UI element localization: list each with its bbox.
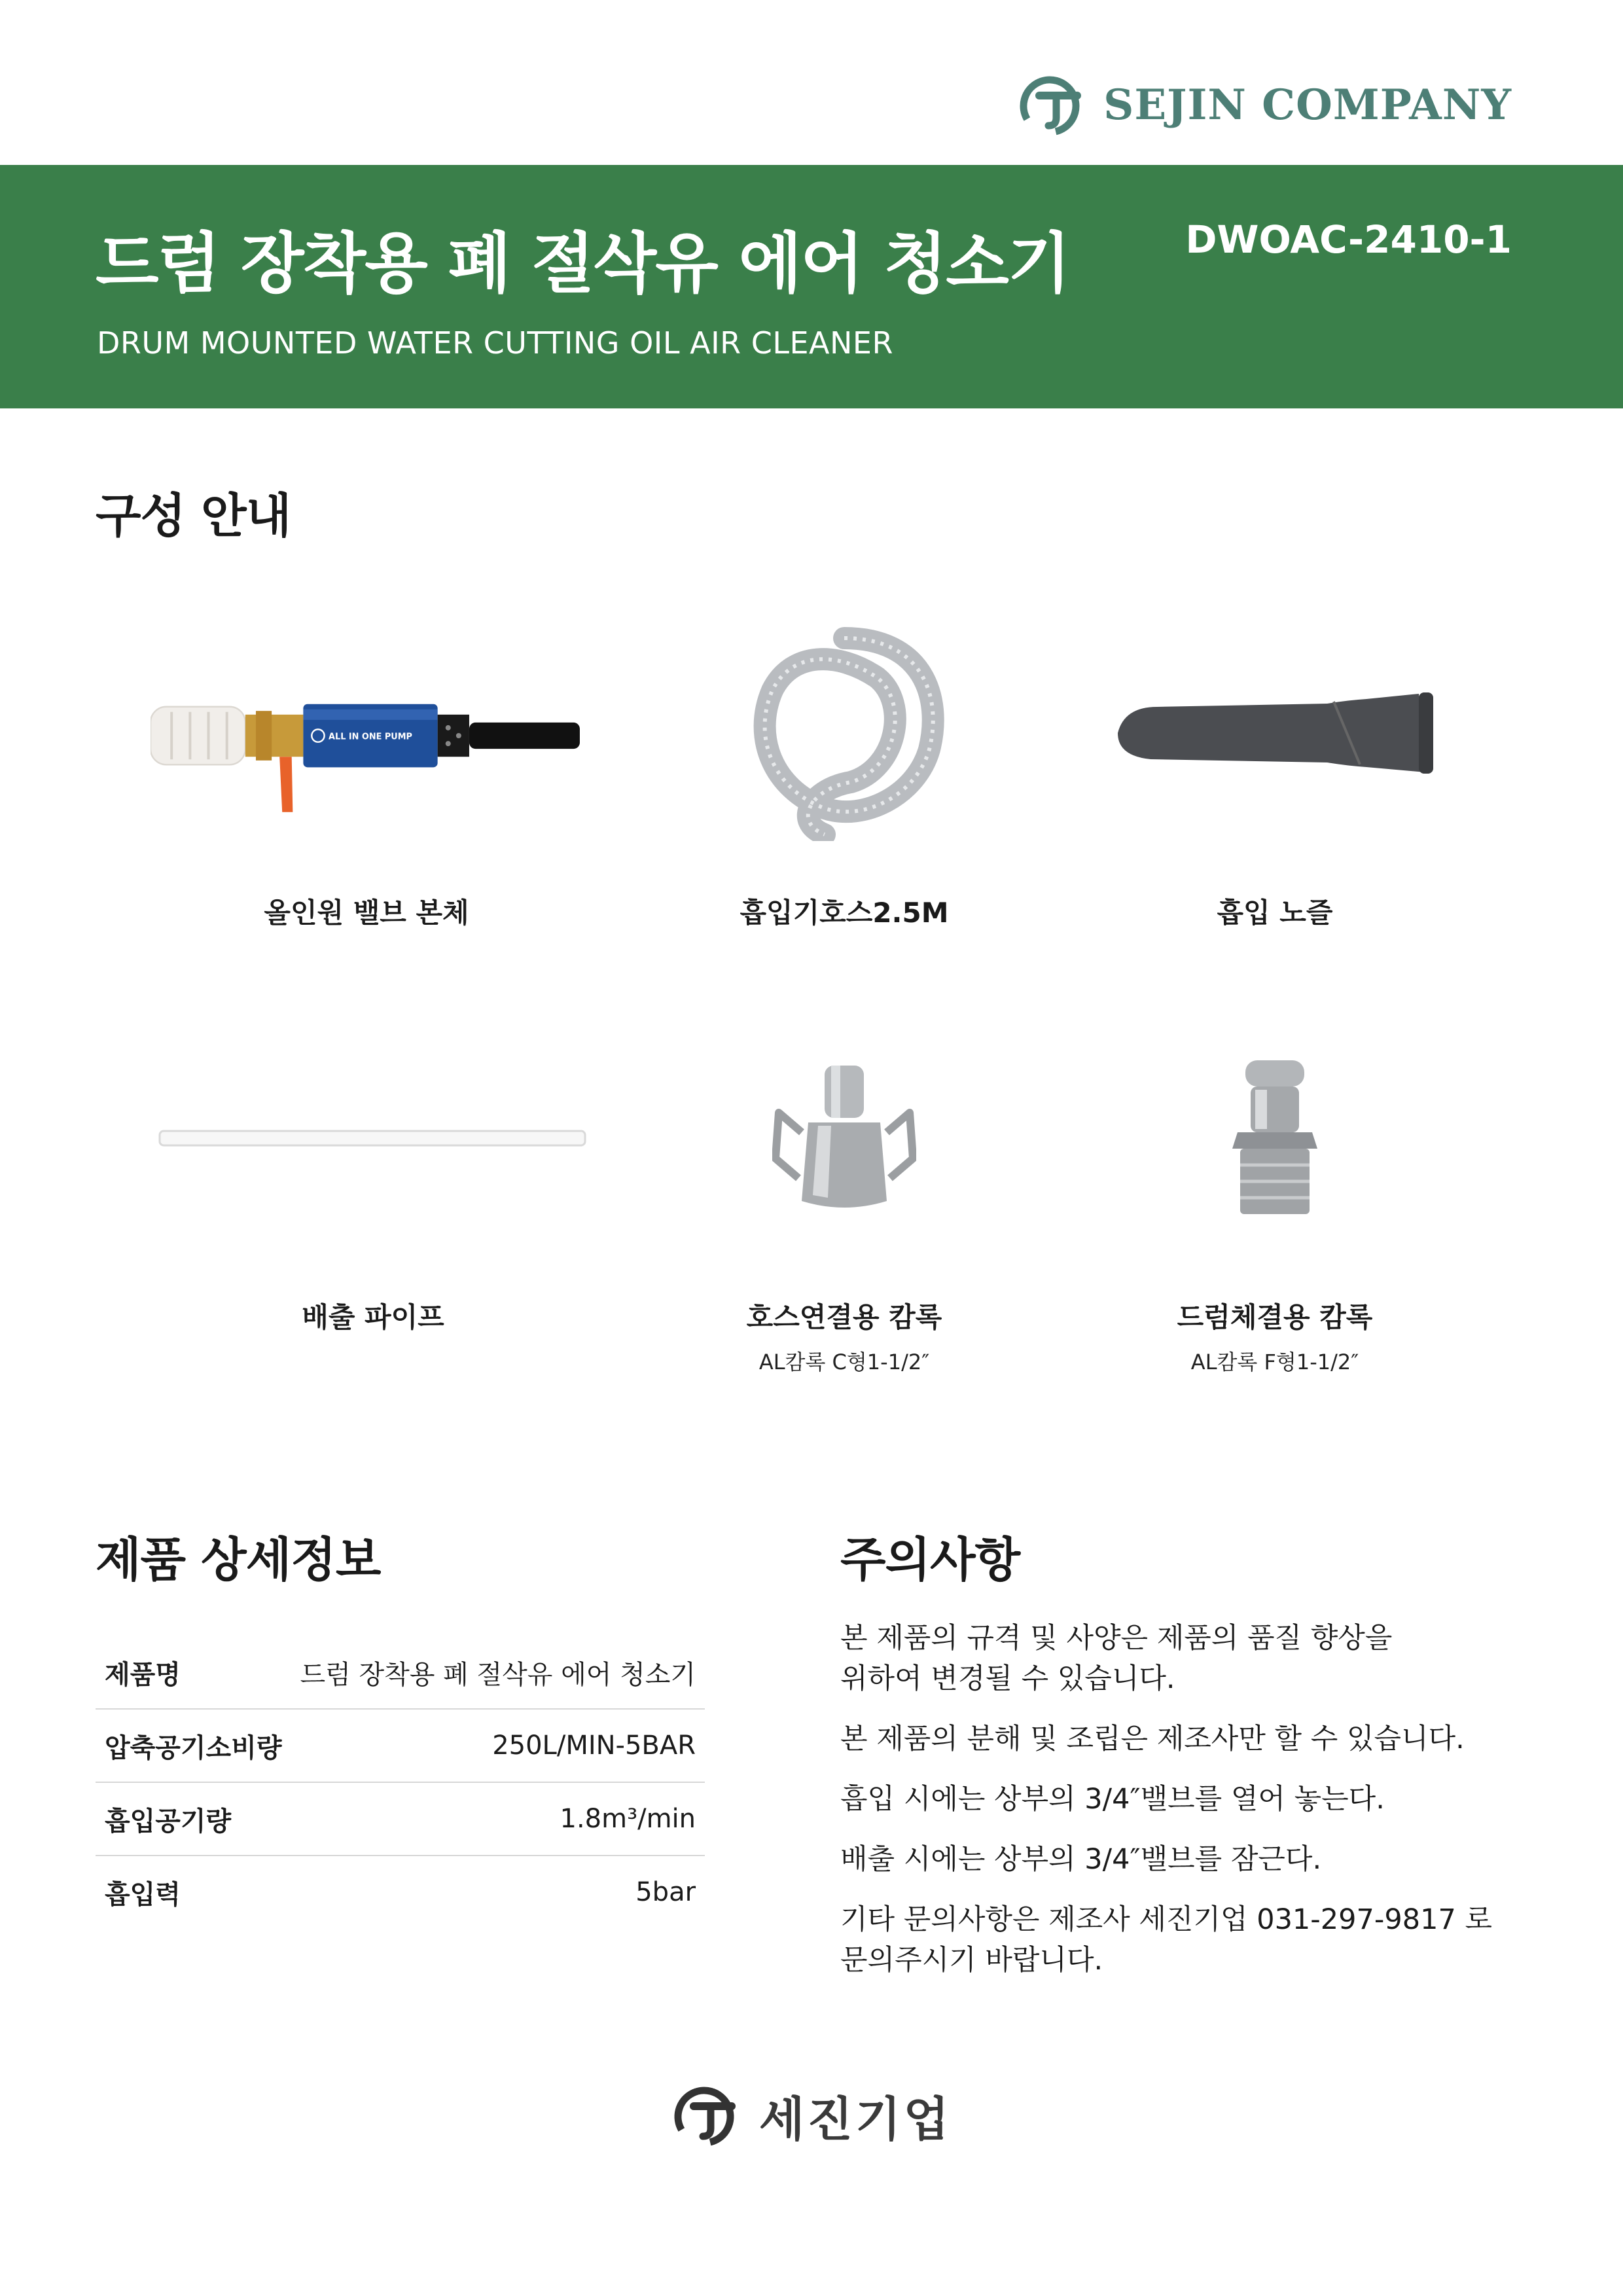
component-item xyxy=(1059,628,1491,931)
component-label: 올인원 밸브 본체 xyxy=(264,897,469,929)
note-item: 배출 시에는 상부의 3/4″밸브를 잠근다. xyxy=(840,1843,1322,1876)
spec-key: 제품명 xyxy=(96,1636,291,1709)
component-label: 배출 파이프 xyxy=(302,1301,444,1333)
note-item: 본 제품의 규격 및 사양은 제품의 품질 향상을 위하여 변경될 수 있습니다. xyxy=(840,1622,1393,1695)
spec-value: 1.8m³/min xyxy=(291,1782,705,1856)
footer-brand xyxy=(0,2081,1623,2149)
product-subtitle: DRUM MOUNTED WATER CUTTING OIL AIR CLEANER xyxy=(97,325,893,361)
spec-heading: 제품 상세정보 xyxy=(96,1532,381,1587)
spec-value: 드럼 장착용 폐 절삭유 에어 청소기 xyxy=(291,1636,705,1709)
pump-brand-text: ALL IN ONE PUMP xyxy=(329,732,412,742)
suction-nozzle-image xyxy=(1059,628,1491,838)
component-spec: AL캄록 C형1-1/2″ xyxy=(758,1350,930,1374)
component-label: 호스연결용 캄록 xyxy=(746,1301,942,1333)
component-item xyxy=(628,1034,1060,1376)
note-item: 흡입 시에는 상부의 3/4″밸브를 열어 놓는다. xyxy=(840,1783,1385,1816)
product-title: 드럼 장착용 폐 절삭유 에어 청소기 xyxy=(96,225,1070,302)
component-label: 드럼체결용 캄록 xyxy=(1177,1301,1373,1333)
c-camlock-image xyxy=(628,1034,1060,1244)
component-item xyxy=(157,1034,589,1335)
note-item: 본 제품의 분해 및 조립은 제조사만 할 수 있습니다. xyxy=(840,1723,1465,1755)
top-bar xyxy=(0,0,1623,165)
component-spec: AL캄록 F형1-1/2″ xyxy=(1190,1350,1359,1374)
spec-key: 흡입공기량 xyxy=(96,1782,291,1856)
spec-value: 5bar xyxy=(635,1877,696,1907)
f-camlock-image xyxy=(1059,1034,1491,1244)
model-number: DWOAC-2410-1 xyxy=(1185,217,1512,262)
title-banner xyxy=(0,165,1623,408)
note-item: 기타 문의사항은 제조사 세진기업 031-297-9817 로 문의주시기 바랍니다. xyxy=(840,1903,1493,1977)
table-row xyxy=(96,1636,705,1709)
footer-name: 세진기업 xyxy=(758,2091,952,2147)
brand xyxy=(1017,72,1512,137)
component-label: 흡입기호스2.5M xyxy=(740,897,949,929)
discharge-pipe-image xyxy=(157,1034,589,1244)
sejin-logo-icon xyxy=(671,2083,743,2148)
component-item xyxy=(151,628,582,931)
table-row xyxy=(96,1856,705,1928)
notes-heading: 주의사항 xyxy=(840,1532,1020,1587)
valve-body-image xyxy=(151,628,582,838)
spec-key: 압축공기소비량 xyxy=(96,1709,291,1782)
component-label: 흡입 노즐 xyxy=(1217,897,1333,929)
component-item xyxy=(1059,1034,1491,1376)
spec-key: 흡입력 xyxy=(105,1879,181,1910)
spec-table xyxy=(96,1636,705,1928)
spec-value: 250L/MIN-5BAR xyxy=(291,1709,705,1782)
table-row xyxy=(96,1709,705,1782)
brand-name: SEJIN COMPANY xyxy=(1103,80,1512,130)
notes-list xyxy=(840,1618,1534,2000)
components-heading: 구성 안내 xyxy=(96,488,291,543)
component-item xyxy=(628,628,1060,931)
table-row xyxy=(96,1782,705,1856)
suction-hose-image xyxy=(628,628,1060,838)
sejin-logo-icon xyxy=(1017,72,1089,137)
